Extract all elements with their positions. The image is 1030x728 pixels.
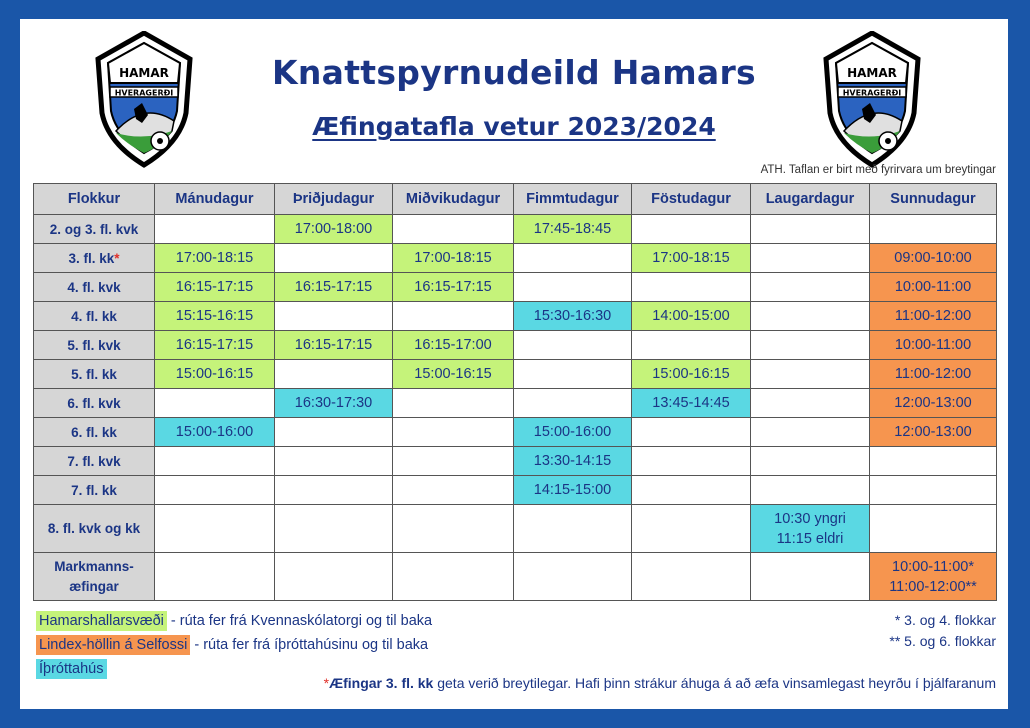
time-cell: 16:15-17:15 — [393, 273, 514, 302]
time-cell: 15:15-16:15 — [155, 302, 275, 331]
time-cell — [751, 389, 870, 418]
table-row — [34, 553, 997, 601]
time-cell — [275, 360, 393, 389]
table-row — [34, 273, 997, 302]
group-label: 5. fl. kvk — [67, 337, 121, 353]
table-header-row — [34, 184, 997, 215]
time-cell — [751, 553, 870, 601]
time-cell — [393, 389, 514, 418]
disclaimer-note: ATH. Taflan er birt með fyrirvara um breytingar — [760, 164, 996, 176]
time-cell — [155, 476, 275, 505]
time-cell — [275, 505, 393, 553]
time-cell — [393, 418, 514, 447]
group-label: 4. fl. kvk — [67, 279, 121, 295]
time-cell: 17:00-18:15 — [632, 244, 751, 273]
group-cell — [34, 244, 155, 273]
time-cell — [514, 389, 632, 418]
time-cell — [632, 447, 751, 476]
group-label: 4. fl. kk — [71, 308, 117, 324]
header-cell: Miðvikudagur — [393, 184, 514, 215]
group-cell — [34, 418, 155, 447]
group-cell — [34, 505, 155, 553]
time-cell — [751, 418, 870, 447]
time-cell — [632, 505, 751, 553]
table-row — [34, 244, 997, 273]
group-label: Markmanns- æfingar — [54, 558, 134, 594]
time-cell: 12:00-13:00 — [870, 389, 997, 418]
time-cell: 10:30 yngri 11:15 eldri — [751, 505, 870, 553]
footnote-single-star: * 3. og 4. flokkar — [894, 612, 996, 628]
header-cell: Flokkur — [34, 184, 155, 215]
legend-green-desc: - rúta fer frá Kvennaskólatorgi og til baka — [166, 613, 433, 629]
table-body — [34, 215, 997, 601]
time-cell — [870, 447, 997, 476]
time-cell: 10:00-11:00 — [870, 273, 997, 302]
time-cell — [751, 331, 870, 360]
time-cell — [632, 273, 751, 302]
group-star: * — [114, 250, 120, 266]
time-cell — [751, 447, 870, 476]
time-cell: 11:00-12:00 — [870, 360, 997, 389]
time-cell — [751, 273, 870, 302]
time-cell — [751, 476, 870, 505]
header-cell: Laugardagur — [751, 184, 870, 215]
time-cell: 12:00-13:00 — [870, 418, 997, 447]
time-cell: 14:15-15:00 — [514, 476, 632, 505]
group-label: 7. fl. kvk — [67, 453, 121, 469]
time-cell — [514, 505, 632, 553]
table-row — [34, 476, 997, 505]
time-cell — [514, 553, 632, 601]
group-cell — [34, 476, 155, 505]
logo-bottom-text: HVERAGERÐI — [842, 88, 902, 98]
header-cell: Sunnudagur — [870, 184, 997, 215]
legend-green-place: Hamarshallarsvæði — [36, 611, 167, 631]
time-cell — [393, 447, 514, 476]
legend-orange — [36, 635, 428, 655]
time-cell — [275, 553, 393, 601]
time-cell — [870, 215, 997, 244]
club-logo-left — [94, 31, 194, 169]
page-frame — [20, 19, 1008, 709]
time-cell: 16:15-17:00 — [393, 331, 514, 360]
time-cell — [393, 302, 514, 331]
time-cell: 15:00-16:00 — [514, 418, 632, 447]
time-cell: 17:00-18:00 — [275, 215, 393, 244]
group-cell — [34, 447, 155, 476]
legend-orange-desc: - rúta fer frá íþróttahúsinu og til baka — [190, 637, 429, 653]
club-logo-right — [822, 31, 922, 169]
time-cell: 16:15-17:15 — [155, 273, 275, 302]
header-cell: Föstudagur — [632, 184, 751, 215]
time-cell — [870, 505, 997, 553]
time-cell — [275, 447, 393, 476]
time-cell — [632, 215, 751, 244]
time-cell — [275, 418, 393, 447]
legend-orange-place: Lindex-höllin á Selfossi — [36, 635, 190, 655]
time-cell: 17:00-18:15 — [155, 244, 275, 273]
time-cell: 10:00-11:00* 11:00-12:00** — [870, 553, 997, 601]
time-cell: 09:00-10:00 — [870, 244, 997, 273]
time-cell — [514, 273, 632, 302]
time-cell: 13:30-14:15 — [514, 447, 632, 476]
group-cell — [34, 360, 155, 389]
time-cell: 14:00-15:00 — [632, 302, 751, 331]
group-cell — [34, 553, 155, 601]
bottom-note-star: * — [323, 675, 330, 691]
group-label: 6. fl. kk — [71, 424, 117, 440]
time-cell — [155, 553, 275, 601]
footnote-double-star: ** 5. og 6. flokkar — [889, 633, 996, 649]
legend-cyan-place: Íþróttahús — [36, 659, 107, 679]
time-cell: 13:45-14:45 — [632, 389, 751, 418]
bottom-note — [324, 675, 996, 691]
time-cell: 16:15-17:15 — [155, 331, 275, 360]
group-cell — [34, 273, 155, 302]
time-cell — [155, 505, 275, 553]
time-cell — [514, 360, 632, 389]
bottom-note-bold: Æfingar 3. fl. kk — [329, 675, 434, 691]
time-cell — [751, 244, 870, 273]
time-cell — [275, 244, 393, 273]
page-title: Knattspyrnudeild Hamars — [271, 53, 756, 92]
time-cell — [393, 505, 514, 553]
group-label: 6. fl. kvk — [67, 395, 121, 411]
time-cell — [751, 360, 870, 389]
time-cell — [155, 215, 275, 244]
table-row — [34, 360, 997, 389]
header-cell: Þriðjudagur — [275, 184, 393, 215]
table-row — [34, 447, 997, 476]
time-cell — [393, 215, 514, 244]
legend-cyan — [36, 659, 107, 679]
time-cell — [751, 215, 870, 244]
logo-top-text: HAMAR — [847, 66, 897, 80]
group-cell — [34, 389, 155, 418]
time-cell: 15:00-16:15 — [632, 360, 751, 389]
group-label: 3. fl. kk — [68, 250, 115, 266]
schedule-table — [33, 183, 997, 601]
time-cell — [632, 553, 751, 601]
time-cell — [632, 476, 751, 505]
group-label: 5. fl. kk — [71, 366, 117, 382]
time-cell: 11:00-12:00 — [870, 302, 997, 331]
time-cell: 16:30-17:30 — [275, 389, 393, 418]
time-cell — [393, 553, 514, 601]
table-row — [34, 418, 997, 447]
time-cell — [632, 418, 751, 447]
time-cell: 15:30-16:30 — [514, 302, 632, 331]
time-cell: 16:15-17:15 — [275, 273, 393, 302]
table-row — [34, 505, 997, 553]
group-cell — [34, 215, 155, 244]
time-cell — [514, 331, 632, 360]
time-cell: 15:00-16:00 — [155, 418, 275, 447]
logo-bottom-text: HVERAGERÐI — [114, 88, 174, 98]
table-row — [34, 331, 997, 360]
group-label: 7. fl. kk — [71, 482, 117, 498]
time-cell — [275, 476, 393, 505]
time-cell — [514, 244, 632, 273]
legend-green — [36, 611, 432, 631]
time-cell: 10:00-11:00 — [870, 331, 997, 360]
bottom-note-rest: geta verið breytilegar. Hafi þinn strákur áhuga á að æfa vinsamlegast heyrðu í þjálfaranum — [433, 675, 996, 691]
time-cell: 15:00-16:15 — [393, 360, 514, 389]
time-cell — [870, 476, 997, 505]
group-label: 2. og 3. fl. kvk — [49, 221, 139, 237]
time-cell: 16:15-17:15 — [275, 331, 393, 360]
time-cell — [393, 476, 514, 505]
time-cell — [275, 302, 393, 331]
time-cell — [155, 447, 275, 476]
time-cell — [751, 302, 870, 331]
logo-top-text: HAMAR — [119, 66, 169, 80]
table-row — [34, 302, 997, 331]
header-cell: Mánudagur — [155, 184, 275, 215]
table-row — [34, 389, 997, 418]
header-cell: Fimmtudagur — [514, 184, 632, 215]
time-cell — [155, 389, 275, 418]
group-label: 8. fl. kvk og kk — [47, 520, 141, 536]
page-subtitle: Æfingatafla vetur 2023/2024 — [312, 112, 716, 141]
time-cell: 17:00-18:15 — [393, 244, 514, 273]
time-cell: 15:00-16:15 — [155, 360, 275, 389]
group-cell — [34, 331, 155, 360]
time-cell: 17:45-18:45 — [514, 215, 632, 244]
table-row — [34, 215, 997, 244]
group-cell — [34, 302, 155, 331]
time-cell — [632, 331, 751, 360]
